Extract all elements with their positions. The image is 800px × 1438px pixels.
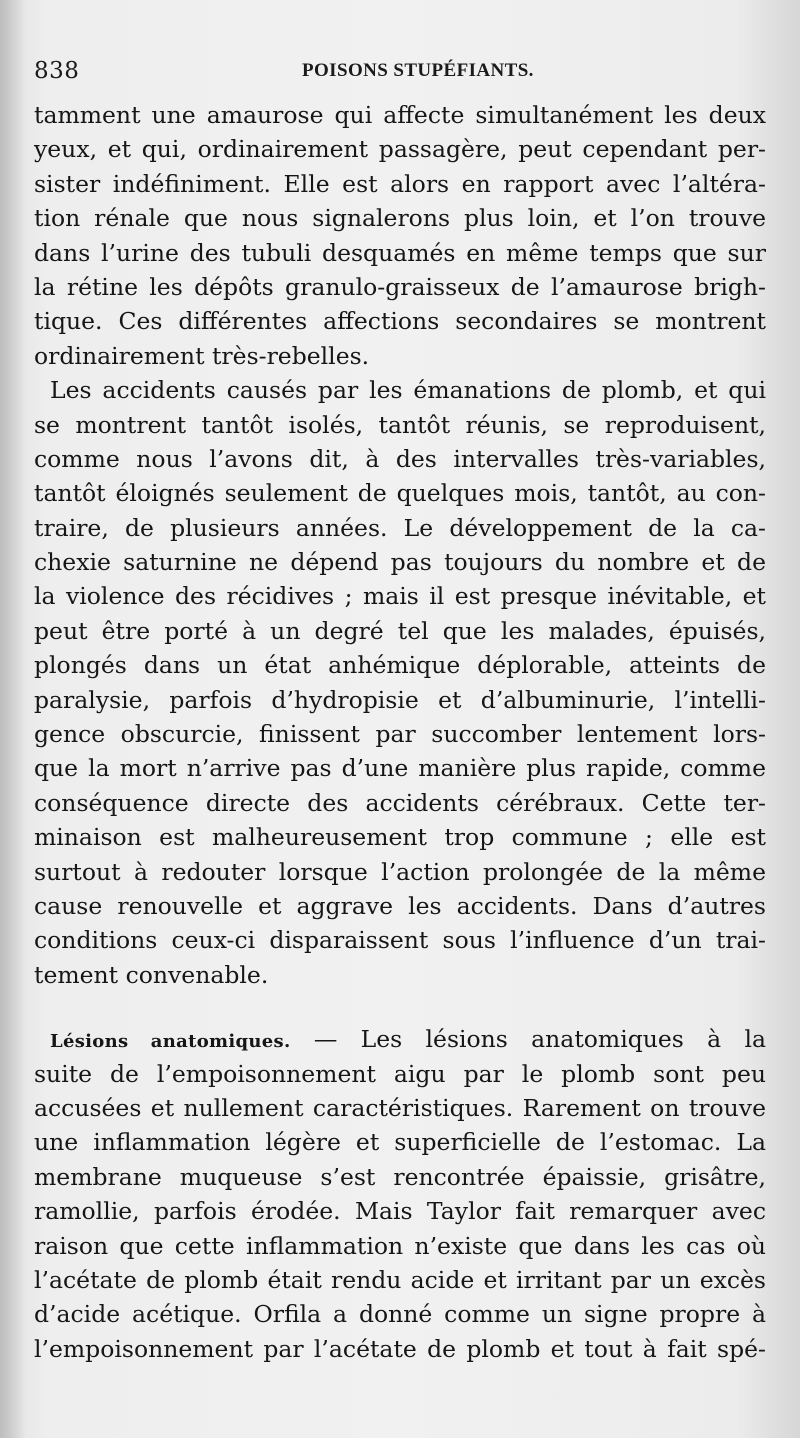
text-line: yeux, et qui, ordinairement passagère, peut cependant per-	[34, 135, 766, 164]
text-line: la violence des récidives ; mais il est presque inévitable, et	[34, 582, 766, 611]
text-line: tion rénale que nous signalerons plus loin, et l’on trouve	[34, 204, 766, 233]
running-title: POISONS STUPÉFIANTS.	[302, 60, 534, 81]
text-line: chexie saturnine ne dépend pas toujours du nombre et de	[34, 548, 766, 577]
text-line: l’empoisonnement par l’acétate de plomb et tout à fait spé-	[34, 1334, 766, 1363]
text-line: tantôt éloignés seulement de quelques mois, tantôt, au con-	[34, 479, 766, 508]
text-line: accusées et nullement caractéristiques. Rarement on trouve	[34, 1093, 766, 1122]
text-line: conséquence directe des accidents cérébraux. Cette ter-	[34, 788, 766, 817]
paragraph-1	[34, 98, 766, 373]
text-line: Les accidents causés par les émanations de plomb, et qui	[50, 376, 766, 405]
text-line: sister indéfiniment. Elle est alors en rapport avec l’altéra-	[34, 169, 766, 198]
text-line: traire, de plusieurs années. Le développement de la ca-	[34, 513, 766, 542]
text-line: raison que cette inflammation n’existe que dans les cas où	[34, 1231, 766, 1260]
text-line: suite de l’empoisonnement aigu par le plomb sont peu	[34, 1059, 766, 1088]
text-line: se montrent tantôt isolés, tantôt réunis, se reproduisent,	[34, 410, 766, 439]
text-line: tement convenable.	[34, 960, 269, 989]
page-gutter-shadow	[0, 0, 26, 1438]
text-line: la rétine les dépôts granulo-graisseux de l’amaurose brigh-	[34, 272, 766, 301]
paragraph-2	[34, 373, 766, 992]
text-line: plongés dans un état anhémique déplorable, atteints de	[34, 651, 766, 680]
text-line: tique. Ces différentes affections secondaires se montrent	[34, 307, 766, 336]
section-dash: —	[290, 1025, 361, 1054]
text-line: une inflammation légère et superficielle de l’estomac. La	[34, 1128, 766, 1157]
text-line: d’acide acétique. Orfila a donné comme un signe propre à	[34, 1300, 766, 1329]
text-line: ordinairement très-rebelles.	[34, 341, 370, 370]
text-line: gence obscurcie, finissent par succomber lentement lors-	[34, 720, 766, 749]
text-line: l’acétate de plomb était rendu acide et irritant par un excès	[34, 1265, 766, 1294]
text-line: surtout à redouter lorsque l’action prolongée de la même	[34, 857, 766, 886]
text-line: conditions ceux-ci disparaissent sous l’influence d’un trai-	[34, 926, 766, 955]
text-line: comme nous l’avons dit, à des intervalles très-variables,	[34, 444, 766, 473]
text-line: que la mort n’arrive pas d’une manière plus rapide, comme	[34, 754, 766, 783]
text-line: peut être porté à un degré tel que les malades, épuisés,	[34, 616, 766, 645]
text-line: dans l’urine des tubuli desquamés en même temps que sur	[34, 238, 766, 267]
text-line: tamment une amaurose qui affecte simultanément les deux	[34, 101, 766, 129]
text-line: ramollie, parfois érodée. Mais Taylor fait remarquer avec	[34, 1197, 766, 1226]
paragraph-3	[34, 1022, 766, 1366]
text-line: cause renouvelle et aggrave les accidents. Dans d’autres	[34, 891, 766, 920]
page-header	[34, 56, 754, 86]
section-heading: Lésions anatomiques.	[50, 1031, 291, 1053]
page-number: 838	[34, 58, 80, 84]
body-text	[34, 98, 766, 1366]
section-first-line-text: Les lésions anatomiques à la	[360, 1025, 766, 1054]
section-first-line	[34, 1022, 766, 1056]
section-spacer	[34, 992, 766, 1022]
text-line: minaison est malheureusement trop commune ; elle est	[34, 823, 766, 852]
text-line: paralysie, parfois d’hydropisie et d’albuminurie, l’intelli-	[34, 685, 766, 714]
text-line: membrane muqueuse s’est rencontrée épaissie, grisâtre,	[34, 1162, 766, 1191]
